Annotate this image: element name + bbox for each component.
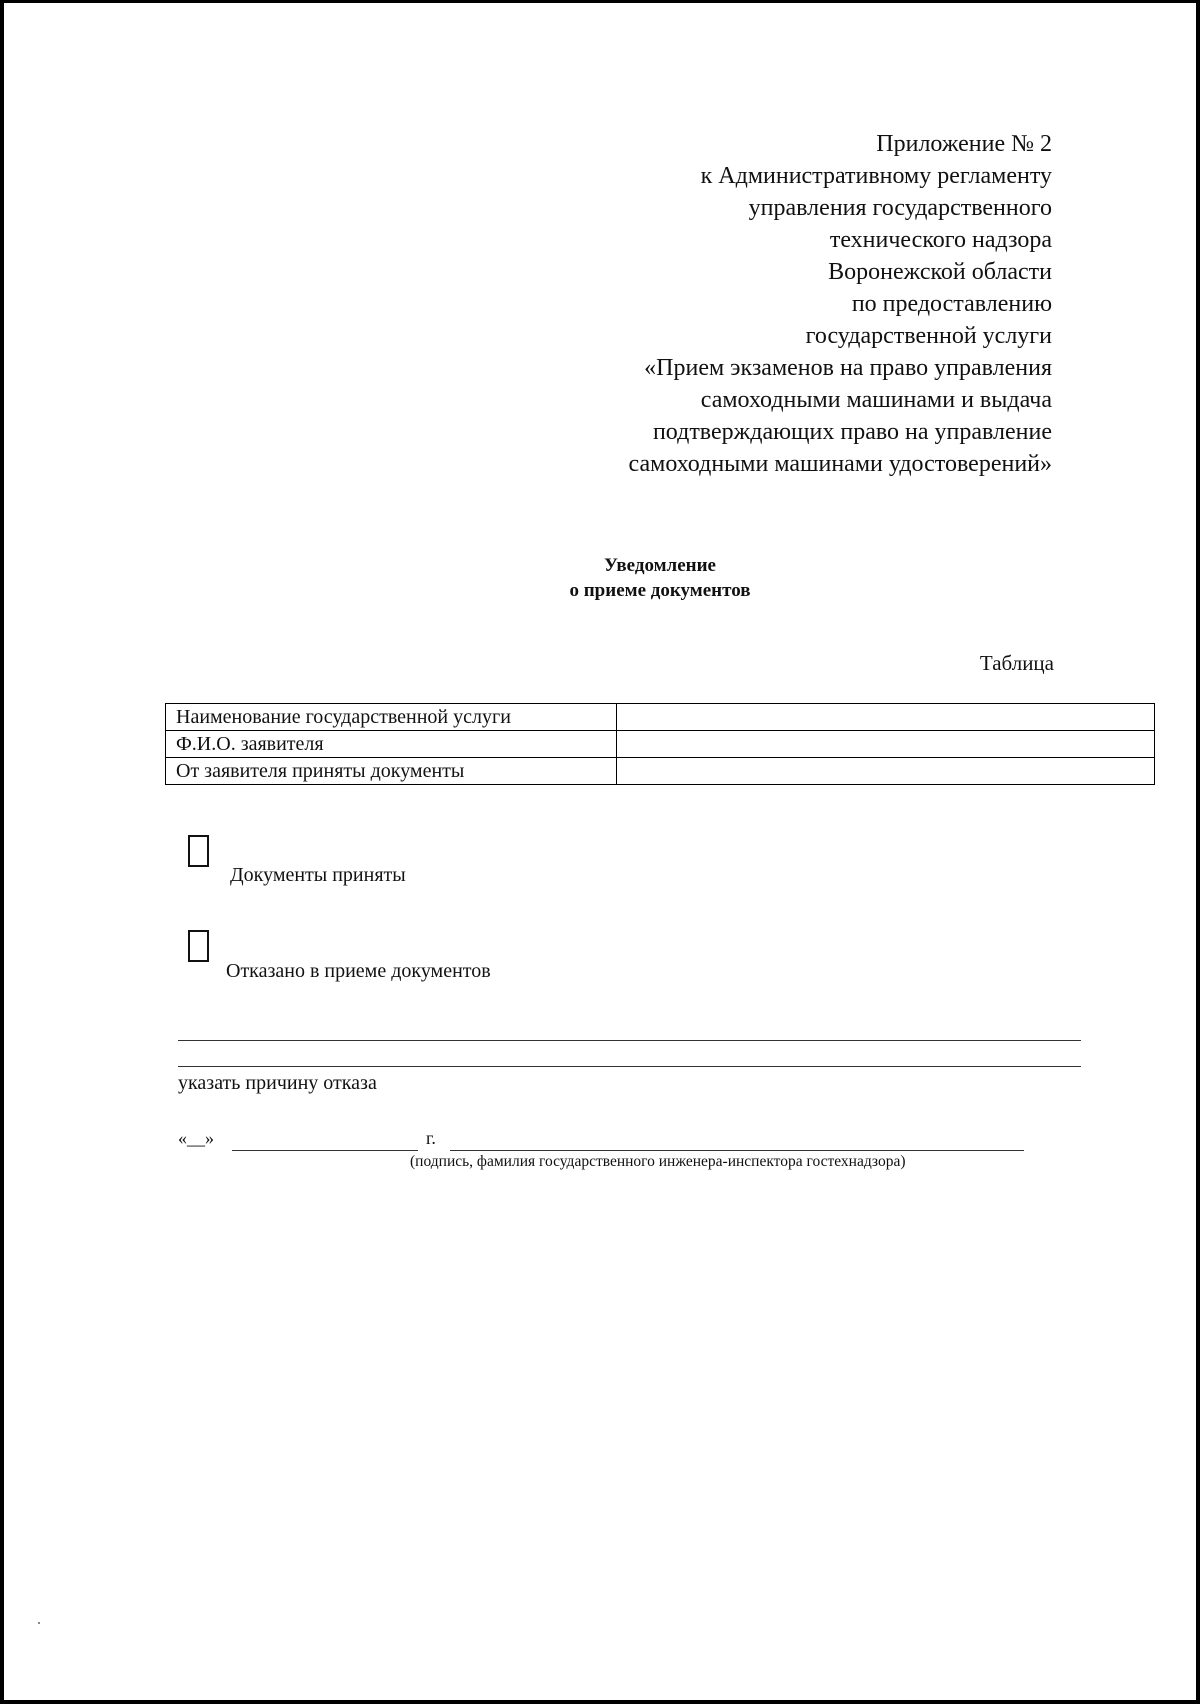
header-line: «Прием экзаменов на право управления bbox=[644, 355, 1052, 381]
row-label-documents: От заявителя приняты документы bbox=[166, 758, 617, 785]
reason-line-2[interactable] bbox=[178, 1066, 1081, 1067]
reason-label: указать причину отказа bbox=[178, 1072, 377, 1094]
document-title bbox=[0, 553, 1200, 603]
rejected-checkbox[interactable] bbox=[188, 930, 209, 962]
year-mark: г. bbox=[426, 1128, 436, 1148]
row-value-applicant[interactable] bbox=[617, 731, 1155, 758]
table-row bbox=[166, 758, 1155, 785]
date-day-field[interactable]: «__» bbox=[178, 1128, 214, 1148]
header-line: государственной услуги bbox=[805, 323, 1052, 349]
header-line: самоходными машинами и выдача bbox=[700, 387, 1052, 413]
title-line-2: о приеме документов bbox=[569, 580, 751, 601]
table-label: Таблица bbox=[979, 651, 1054, 675]
header-line: Воронежской области bbox=[828, 259, 1052, 285]
table-row bbox=[166, 704, 1155, 731]
header-line: по предоставлению bbox=[851, 291, 1052, 317]
info-table bbox=[165, 703, 1155, 785]
scan-speck bbox=[38, 1622, 40, 1624]
row-value-service[interactable] bbox=[617, 704, 1155, 731]
header-line: Приложение № 2 bbox=[876, 131, 1052, 157]
accepted-checkbox[interactable] bbox=[188, 835, 209, 867]
date-month-line[interactable] bbox=[232, 1150, 418, 1151]
signature-caption: (подпись, фамилия государственного инженера-инспектора гостехнадзора) bbox=[410, 1153, 906, 1170]
header-line: технического надзора bbox=[829, 227, 1052, 253]
row-label-service: Наименование государственной услуги bbox=[166, 704, 617, 731]
appendix-header bbox=[629, 128, 1052, 480]
signature-line[interactable] bbox=[450, 1150, 1024, 1151]
table-row bbox=[166, 731, 1155, 758]
header-line: самоходными машинами удостоверений» bbox=[628, 451, 1052, 477]
title-line-1: Уведомление bbox=[604, 555, 716, 576]
rejected-label: Отказано в приеме документов bbox=[226, 960, 491, 982]
header-line: управления государственного bbox=[748, 195, 1052, 221]
accepted-label: Документы приняты bbox=[230, 864, 406, 886]
header-line: подтверждающих право на управление bbox=[652, 419, 1052, 445]
header-line: к Административному регламенту bbox=[700, 163, 1052, 189]
row-value-documents[interactable] bbox=[617, 758, 1155, 785]
reason-line-1[interactable] bbox=[178, 1040, 1081, 1041]
row-label-applicant: Ф.И.О. заявителя bbox=[166, 731, 617, 758]
